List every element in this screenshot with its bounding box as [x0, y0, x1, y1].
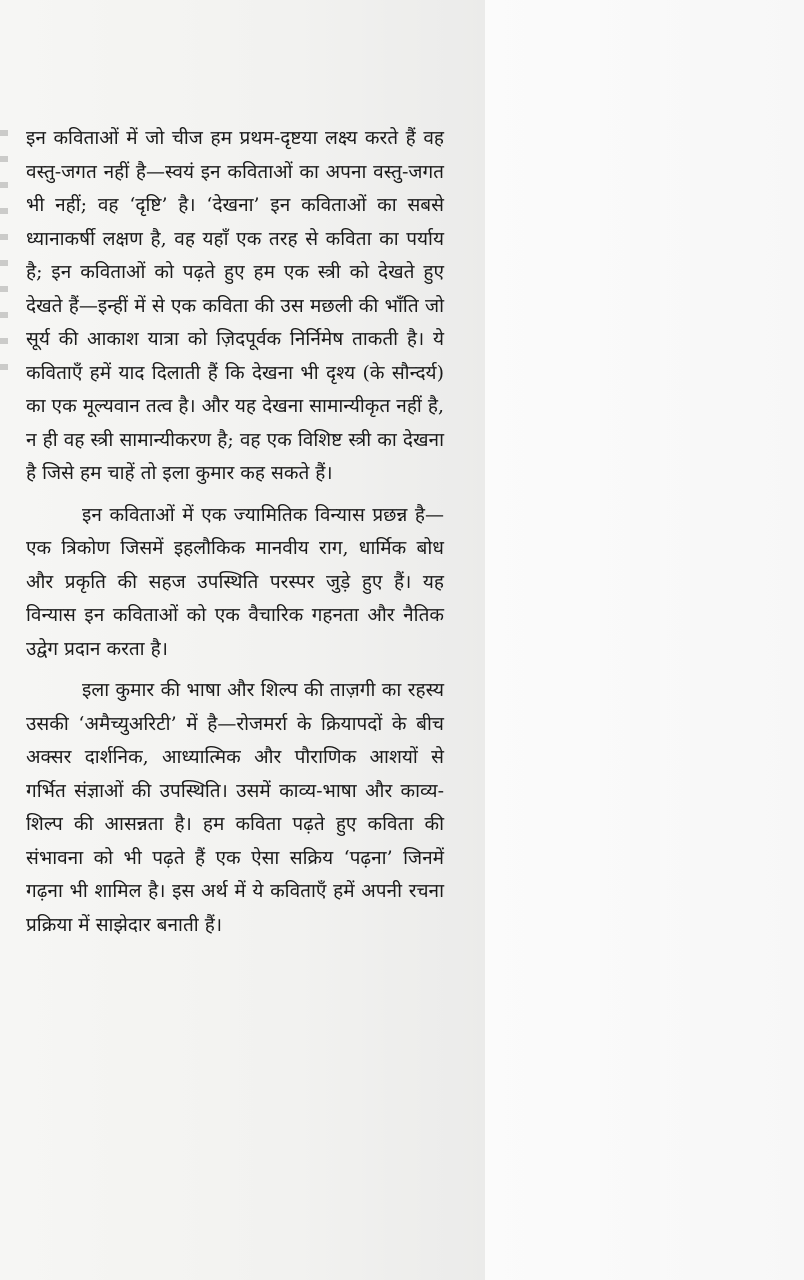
paragraph-2: इन कविताओं में एक ज्यामितिक विन्यास प्रछन्न है—एक त्रिकोण जिसमें इहलौकिक मानवीय राग, धार्मिक बोध और प्रकृति की सहज उपस्थिति परस्पर जुड़े हुए हैं। यह विन्यास इन कविताओं को एक वैचारिक गहनता और नैतिक उद्वेग प्रदान करता है। [26, 503, 444, 660]
paragraph-3: इला कुमार की भाषा और शिल्प की ताज़गी का रहस्य उसकी ‘अमैच्युअरिटी’ में है—रोजमर्रा के क्रियापदों के बीच अक्सर दार्शनिक, आध्यात्मिक और पौराणिक आशयों से गर्भित संज्ञाओं की उपस्थिति। उसमें काव्य-भाषा और काव्य-शिल्प की आसन्नता है। हम कविता पढ़ते हुए कविता की संभावना को भी पढ़ते हैं एक ऐसा सक्रिय ‘पढ़ना’ जिनमें गढ़ना भी शामिल है। इस अर्थ में ये कविताएँ हमें अपनी रचना प्रक्रिया में साझेदार बनाती हैं। [26, 679, 444, 936]
binding-edge [0, 130, 8, 390]
paragraph-1: इन कविताओं में जो चीज हम प्रथम-दृष्टया लक्ष्य करते हैं वह वस्तु-जगत नहीं है—स्वयं इन कविताओं का अपना वस्तु-जगत भी नहीं; वह ‘दृष्टि’ है। ‘देखना’ इन कविताओं का सबसे ध्यानाकर्षी लक्षण है, वह यहाँ एक तरह से कविता का पर्याय है; इन कविताओं को पढ़ते हुए हम एक स्त्री को देखते हुए देखते हैं—इन्हीं में से एक कविता की उस मछली की भाँति जो सूर्य की आकाश यात्रा को ज़िदपूर्वक निर्निमेष ताकती है। ये कविताएँ हमें याद दिलाती हैं कि देखना भी दृश्य (के सौन्दर्य) का एक मूल्यवान तत्व है। और यह देखना सामान्यीकृत नहीं है, न ही वह स्त्री सामान्यीकरण है; वह एक विशिष्ट स्त्री का देखना है जिसे हम चाहें तो इला कुमार कह सकते हैं। [26, 127, 444, 484]
background-surface [485, 0, 804, 1280]
page-text [26, 122, 444, 942]
